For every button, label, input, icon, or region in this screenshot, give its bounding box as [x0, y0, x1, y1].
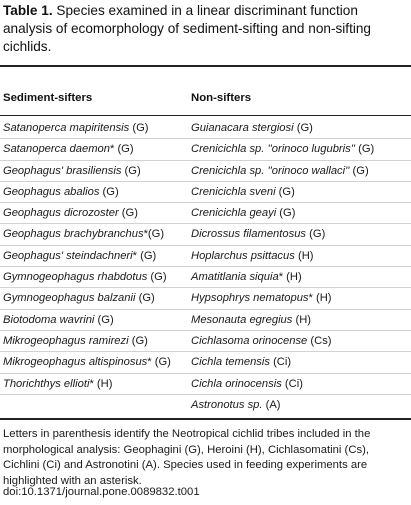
species-name: Hypsophrys nematopus — [191, 292, 309, 305]
species-name: Guianacara stergiosi — [191, 122, 294, 134]
species-name: Cichlasoma orinocense — [191, 334, 308, 347]
species-name: Cichla temensis — [191, 356, 270, 369]
tribe-code: * (G) — [147, 356, 171, 369]
table-row — [0, 139, 411, 160]
species-name: Mikrogeophagus altispinosus — [3, 356, 148, 369]
tribe-code: *(G) — [143, 228, 165, 241]
species-name: Crenicichla geayi — [191, 207, 277, 220]
table-caption — [3, 2, 407, 56]
tribe-code: (G) — [121, 164, 141, 177]
species-name: Amatitlania siquia — [191, 271, 279, 284]
sediment-sifter-cell — [3, 374, 112, 395]
tribe-code: (G) — [94, 313, 114, 326]
tribe-code: (Ci) — [269, 356, 292, 369]
sediment-sifter-cell — [3, 310, 114, 331]
tribe-code: (Cs) — [307, 334, 332, 347]
species-name: Satanoperca mapiritensis — [3, 122, 130, 134]
table-row — [0, 203, 411, 224]
non-sifter-cell — [191, 310, 311, 331]
tribe-code: (G) — [129, 122, 149, 134]
table-row — [0, 374, 411, 395]
sediment-sifter-cell — [3, 246, 156, 267]
tribe-code: (G) — [99, 185, 119, 198]
table-row — [0, 288, 411, 309]
tribe-code: (G) — [355, 143, 375, 156]
table-row — [0, 118, 411, 139]
species-name: Geophagus brachybranchus — [3, 228, 144, 241]
species-name: Cichla orinocensis — [191, 377, 282, 390]
table-row — [0, 267, 411, 288]
sediment-sifter-cell — [3, 139, 134, 160]
table-label: Table 1. — [3, 3, 53, 18]
column-header-sediment-sifters: Sediment-sifters — [3, 92, 93, 104]
sediment-sifter-cell — [3, 182, 119, 203]
species-name: Satanoperca daemon — [3, 143, 110, 156]
species-name: Astronotus sp. — [191, 398, 263, 411]
table-body — [0, 118, 411, 416]
non-sifter-cell — [191, 288, 332, 309]
non-sifter-cell — [191, 224, 325, 245]
tribe-code: * (H) — [89, 377, 113, 390]
tribe-code: (A) — [262, 398, 281, 411]
tribe-code: (G) — [293, 122, 313, 134]
non-sifter-cell — [191, 374, 303, 395]
tribe-code: (G) — [275, 185, 295, 198]
sediment-sifter-cell — [3, 161, 141, 182]
species-name: Thorichthys ellioti — [3, 377, 90, 390]
tribe-code: (H) — [294, 249, 314, 262]
species-name: Gymnogeophagus balzanii — [3, 292, 136, 305]
sediment-sifter-cell — [3, 267, 167, 288]
tribe-code: * (G) — [109, 143, 134, 156]
tribe-code: (G) — [128, 334, 148, 347]
species-name: Geophagus dicrozoster — [3, 207, 119, 220]
tribe-code: (G) — [276, 207, 296, 220]
table-row — [0, 224, 411, 245]
table-caption-text: Species examined in a linear discriminant function analysis of ecomorphology of sediment-sifting and non-sifting cichlids. — [3, 3, 371, 54]
sediment-sifter-cell — [3, 288, 155, 309]
tribe-code: * (G) — [132, 249, 157, 262]
non-sifter-cell — [191, 395, 281, 416]
bottom-rule — [0, 418, 411, 420]
tribe-code: (G) — [349, 164, 369, 177]
species-name: Crenicichla sp. ''orinoco lugubris'' — [191, 143, 355, 156]
table-row — [0, 395, 411, 416]
sediment-sifter-cell — [3, 352, 171, 373]
tribe-code: * (H) — [278, 271, 302, 284]
non-sifter-cell — [191, 118, 313, 139]
species-name: Hoplarchus psittacus — [191, 249, 295, 262]
species-name: Dicrossus filamentosus — [191, 228, 307, 241]
table-row — [0, 182, 411, 203]
non-sifter-cell — [191, 331, 332, 352]
species-name: Biotodoma wavrini — [3, 313, 95, 326]
sediment-sifter-cell — [3, 203, 138, 224]
tribe-code: * (H) — [308, 292, 332, 305]
species-name: Geophagus' brasiliensis — [3, 164, 122, 177]
top-rule — [0, 65, 411, 67]
table-footnote: Letters in parenthesis identify the Neotropical cichlid tribes included in the morphological analysis: Geophagini (G), Heroini (H), Cichlasomatini (Cs), Cichlini (Ci) and Astronotini (A). Species used in feeding experiments are highlighted with an asterisk. — [3, 428, 371, 487]
species-name: Geophagus' steindachneri — [3, 249, 133, 262]
tribe-code: (Ci) — [281, 377, 303, 390]
species-name: Geophagus abalios — [3, 185, 100, 198]
species-name: Mesonauta egregius — [191, 313, 293, 326]
species-name: Crenicichla sveni — [191, 185, 276, 198]
species-name: Gymnogeophagus rhabdotus — [3, 271, 148, 284]
tribe-code: (G) — [306, 228, 326, 241]
header-rule — [0, 115, 411, 116]
non-sifter-cell — [191, 139, 374, 160]
tribe-code: (G) — [135, 292, 155, 305]
sediment-sifter-cell — [3, 224, 164, 245]
tribe-code: (H) — [292, 313, 312, 326]
non-sifter-cell — [191, 203, 295, 224]
tribe-code: (G) — [118, 207, 138, 220]
tribe-code: (G) — [147, 271, 167, 284]
species-name: Mikrogeophagus ramirezi — [3, 334, 129, 347]
sediment-sifter-cell — [3, 331, 148, 352]
table-row — [0, 310, 411, 331]
sediment-sifter-cell — [3, 118, 149, 139]
table-row — [0, 331, 411, 352]
table-row — [0, 161, 411, 182]
non-sifter-cell — [191, 246, 314, 267]
non-sifter-cell — [191, 352, 291, 373]
non-sifter-cell — [191, 267, 302, 288]
non-sifter-cell — [191, 182, 295, 203]
column-header-non-sifters: Non-sifters — [191, 92, 252, 104]
non-sifter-cell — [191, 161, 369, 182]
species-name: Crenicichla sp. ''orinoco wallaci'' — [191, 164, 350, 177]
table-row — [0, 352, 411, 373]
doi-line: doi:10.1371/journal.pone.0089832.t001 — [3, 486, 200, 498]
table-row — [0, 246, 411, 267]
